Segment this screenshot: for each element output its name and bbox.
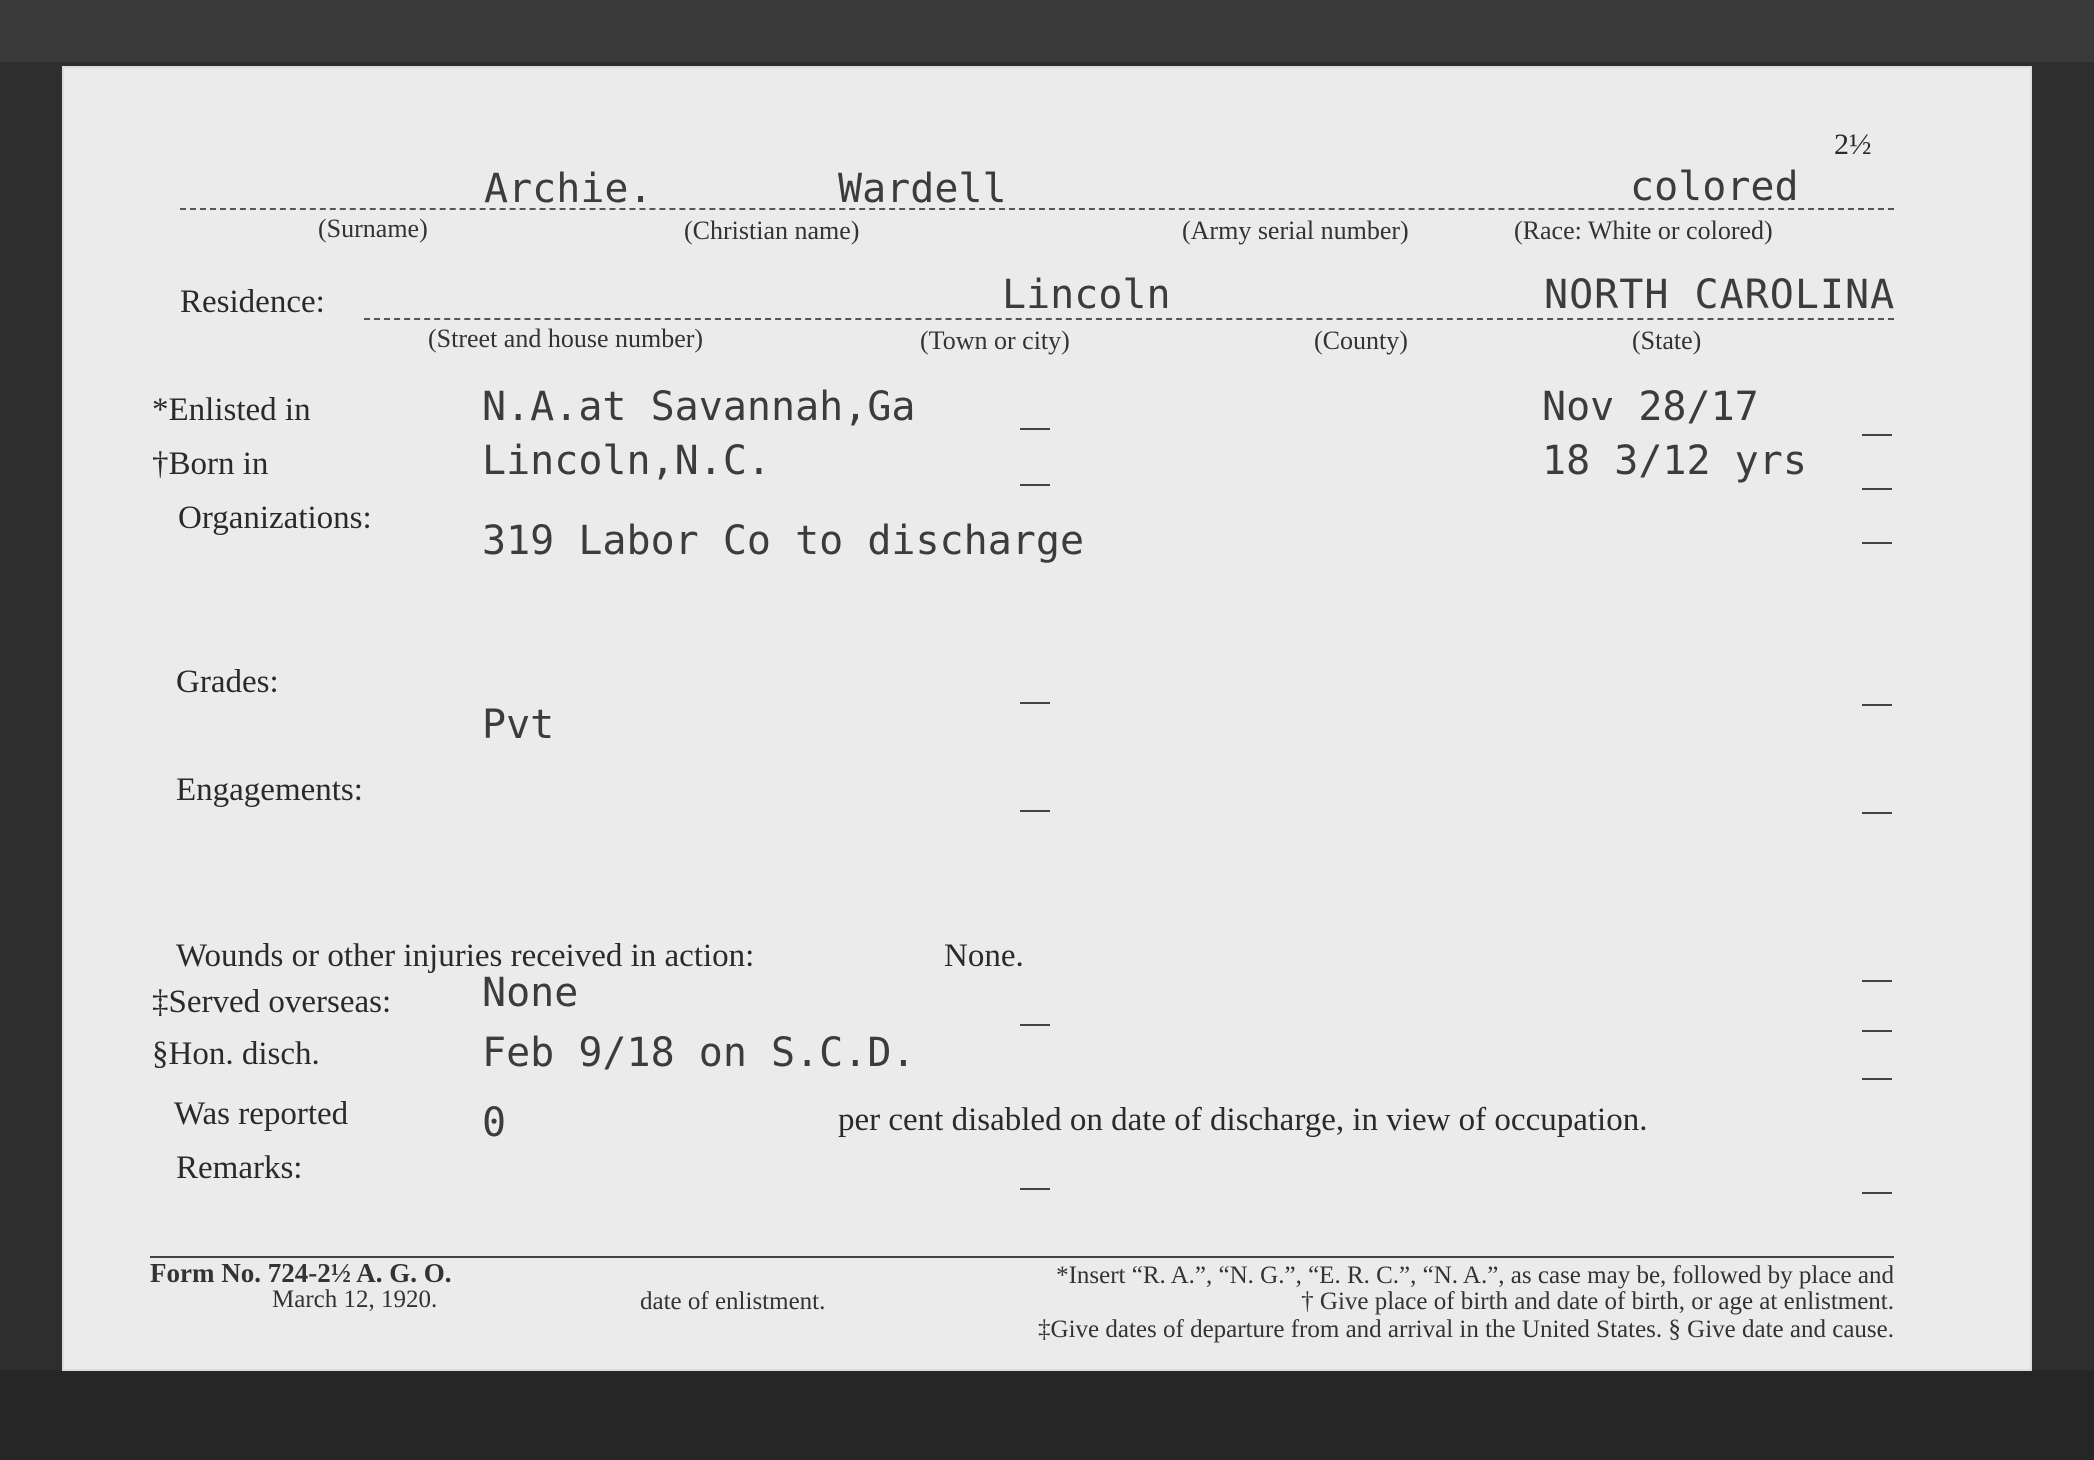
was-reported-value: 0	[482, 1100, 507, 1146]
born-dash-mid	[1020, 484, 1050, 486]
town-caption: (Town or city)	[920, 326, 1070, 355]
remarks-dash-mid	[1020, 1188, 1050, 1190]
hon-disch-dash-mid	[1020, 1024, 1050, 1026]
was-reported-label: Was reported	[174, 1096, 349, 1132]
disabled-text: per cent disabled on date of discharge, in view of occupation.	[838, 1102, 1648, 1138]
serial-number-caption: (Army serial number)	[1182, 216, 1409, 245]
surname-value: Archie.	[484, 166, 653, 212]
enlisted-label: *Enlisted in	[152, 392, 311, 428]
residence-state-value: NORTH CAROLINA	[1544, 272, 1896, 318]
organizations-dash-right	[1862, 542, 1892, 544]
born-age-value: 18 3/12 yrs	[1542, 438, 1807, 484]
hon-disch-label: §Hon. disch.	[152, 1036, 320, 1072]
wounds-value: None.	[944, 938, 1024, 974]
footnote-line-2b: † Give place of birth and date of birth, or age at enlistment.	[1301, 1288, 1894, 1315]
street-caption: (Street and house number)	[428, 324, 704, 353]
remarks-dash-right	[1862, 1192, 1892, 1194]
overseas-dash-right	[1862, 980, 1892, 982]
footnote-line-3: ‡Give dates of departure from and arrival in the United States. § Give date and cause.	[1038, 1316, 1894, 1343]
remarks-label: Remarks:	[176, 1150, 303, 1186]
christian-name-caption: (Christian name)	[684, 216, 860, 245]
born-value: Lincoln,N.C.	[482, 438, 771, 484]
christian-name-value: Wardell	[838, 166, 1007, 212]
name-underline	[180, 208, 1894, 210]
scan-border-bottom	[0, 1370, 2094, 1460]
enlisted-value: N.A.at Savannah,Ga	[482, 384, 916, 430]
service-record-card	[62, 66, 2032, 1371]
surname-caption: (Surname)	[318, 214, 428, 243]
race-value: colored	[1630, 164, 1799, 210]
state-caption: (State)	[1632, 326, 1702, 355]
scan-border-top	[0, 0, 2094, 62]
grades-label: Grades:	[176, 664, 279, 700]
engagements-dash-mid	[1020, 810, 1050, 812]
wounds-label: Wounds or other injuries received in action:	[176, 938, 755, 974]
grades-value: Pvt	[482, 702, 555, 748]
grades-dash-right	[1862, 704, 1892, 706]
footnote-line-1: *Insert “R. A.”, “N. G.”, “E. R. C.”, “N. A.”, as case may be, followed by place and	[1056, 1262, 1894, 1289]
enlisted-date-value: Nov 28/17	[1542, 384, 1759, 430]
organizations-value: 319 Labor Co to discharge	[482, 518, 1085, 564]
organizations-label: Organizations:	[178, 500, 372, 536]
engagements-dash-right	[1862, 812, 1892, 814]
engagements-label: Engagements:	[176, 772, 363, 808]
enlisted-dash-mid	[1020, 428, 1050, 430]
enlisted-dash-right	[1862, 434, 1892, 436]
card-corner-number: 2½	[1834, 128, 1872, 161]
residence-town-value: Lincoln	[1002, 272, 1171, 318]
grades-dash-mid	[1020, 702, 1050, 704]
born-dash-right	[1862, 488, 1892, 490]
residence-label: Residence:	[180, 284, 325, 320]
hon-disch-dash-right	[1862, 1030, 1892, 1032]
residence-underline	[364, 318, 1894, 320]
served-overseas-label: ‡Served overseas:	[152, 984, 392, 1020]
form-date: March 12, 1920.	[272, 1286, 438, 1313]
born-label: †Born in	[152, 446, 269, 482]
county-caption: (County)	[1314, 326, 1408, 355]
race-caption: (Race: White or colored)	[1514, 216, 1773, 245]
hon-disch-value: Feb 9/18 on S.C.D.	[482, 1030, 916, 1076]
footnote-line-2a: date of enlistment.	[640, 1288, 826, 1315]
hon-disch-dash-right-2	[1862, 1078, 1892, 1080]
form-number: Form No. 724-2½ A. G. O.	[150, 1258, 452, 1288]
served-overseas-value: None	[482, 970, 579, 1016]
